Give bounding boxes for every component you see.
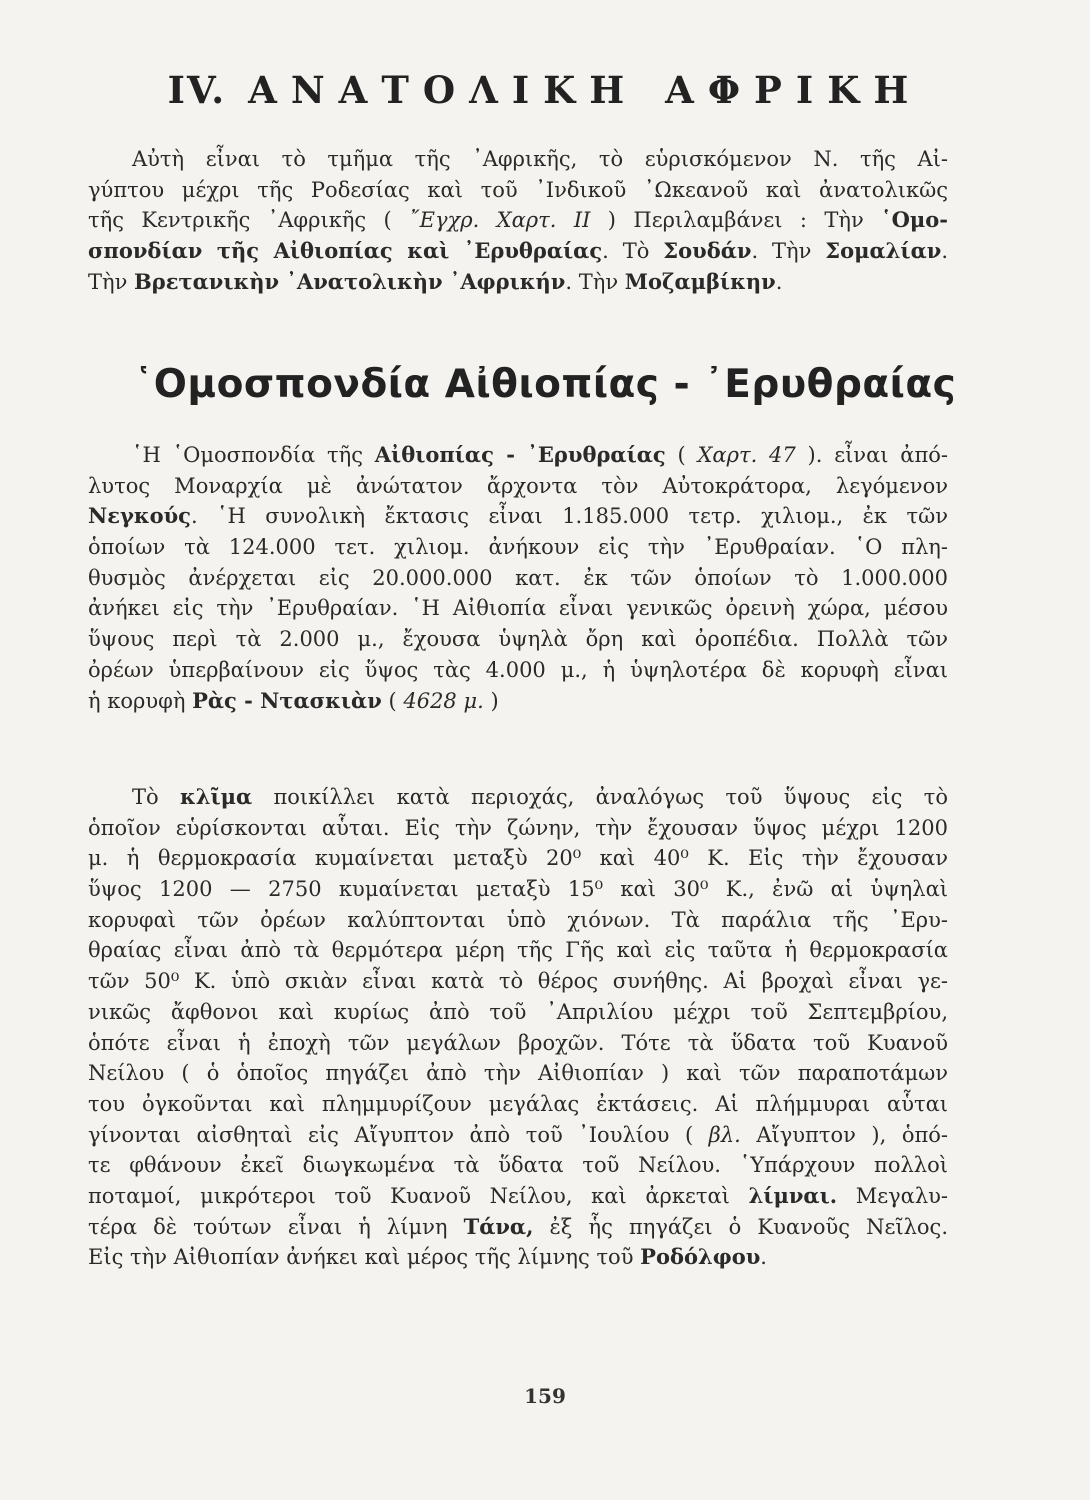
bold-term: Νεγκούς bbox=[88, 503, 191, 529]
text-line: κορυφαὶ τῶν ὀρέων καλύπτονται ὑπὸ χιόνων. Τὰ παράλια τῆς ᾿Ερυ- bbox=[88, 907, 948, 932]
page-number: 159 bbox=[524, 1384, 566, 1408]
text-line: Τὴν Βρετανικὴν ᾿Ανατολικὴν ᾿Αφρικήν. Τὴν Μοζαμβίκην. bbox=[88, 268, 783, 294]
bold-term: Μοζαμβίκην bbox=[624, 268, 776, 294]
text-line: ὁπότε εἶναι ἡ ἐποχὴ τῶν μεγάλων βροχῶν. Τότε τὰ ὕδατα τοῦ Κυανοῦ bbox=[88, 1030, 948, 1055]
bold-term: λίμναι. bbox=[748, 1182, 838, 1208]
bold-term: σπονδίαν τῆς Αἰθιοπίας καὶ ᾿Ερυθραίας bbox=[88, 238, 603, 264]
intro-paragraph bbox=[88, 144, 948, 297]
bold-term: Ροδόλφου bbox=[640, 1244, 761, 1270]
bold-term: Σουδάν bbox=[663, 238, 752, 264]
map-reference: ῎Εγχρ. Χαρτ. ΙΙ bbox=[409, 208, 591, 233]
text-line: μ. ἡ θερμοκρασία κυμαίνεται μεταξὺ 20⁰ καὶ 40⁰ Κ. Εἰς τὴν ἔχουσαν bbox=[88, 846, 948, 871]
text-line: τῶν 50⁰ Κ. ὑπὸ σκιὰν εἶναι κατὰ τὸ θέρος συνήθης. Αἱ βροχαὶ εἶναι γε- bbox=[88, 969, 948, 994]
text-line: ποταμοί, μικρότεροι τοῦ Κυανοῦ Νείλου, καὶ ἀρκεταὶ λίμναι. Μεγαλυ- bbox=[88, 1182, 948, 1208]
text-line: ἀνήκει εἰς τὴν ᾿Ερυθραίαν. ῾Η Αἰθιοπία εἶναι γενικῶς ὀρεινὴ χώρα, μέσου bbox=[88, 596, 948, 621]
chapter-name: ΑΝΑΤΟΛΙΚΗ ΑΦΡΙΚΗ bbox=[248, 68, 923, 112]
bold-term: ῾Ομο- bbox=[881, 207, 948, 233]
text-line: ὁποῖον εὑρίσκονται αὗται. Εἰς τὴν ζώνην, τὴν ἔχουσαν ὕψος μέχρι 1200 bbox=[88, 815, 948, 840]
text-line: του ὀγκοῦνται καὶ πλημμυρίζουν μεγάλας ἐκτάσεις. Αἱ πλήμμυραι αὗται bbox=[88, 1091, 948, 1116]
map-reference: Χαρτ. 47 bbox=[697, 443, 796, 467]
bold-term: κλῖμα bbox=[179, 784, 253, 809]
text-line: θραίας εἶναι ἀπὸ τὰ θερμότερα μέρη τῆς Γῆς καὶ εἰς ταῦτα ἡ θερμοκρασία bbox=[88, 938, 948, 963]
text-line: ὁποίων τὰ 124.000 τετ. χιλιομ. ἀνήκουν εἰς τὴν ᾿Ερυθραίαν. ῾Ο πλη- bbox=[88, 535, 948, 560]
text-line: τέρα δὲ τούτων εἶναι ἡ λίμνη Τάνα, ἐξ ἧς πηγάζει ὁ Κυανοῦς Νεῖλος. bbox=[88, 1213, 948, 1239]
text-line: Νεγκούς. ῾Η συνολικὴ ἔκτασις εἶναι 1.185.000 τετρ. χιλιομ., ἐκ τῶν bbox=[88, 503, 948, 529]
text-line: νικῶς ἄφθονοι καὶ κυρίως ἀπὸ τοῦ ᾿Απριλίου μέχρι τοῦ Σεπτεμβρίου, bbox=[88, 999, 948, 1024]
cross-reference: βλ. bbox=[708, 1122, 741, 1147]
text-line: ὕψος 1200 — 2750 κυμαίνεται μεταξὺ 15⁰ καὶ 30⁰ Κ., ἐνῶ αἱ ὑψηλαὶ bbox=[88, 877, 948, 902]
section-heading: ῾Ομοσπονδία Αἰθιοπίας - ᾿Ερυθραίας bbox=[133, 362, 957, 407]
bold-term: Τάνα, bbox=[463, 1213, 534, 1239]
text-line: τῆς Κεντρικῆς ᾿Αφρικῆς ( ῎Εγχρ. Χαρτ. ΙΙ ) Περιλαμβάνει : Τὴν ῾Ομο- bbox=[88, 207, 948, 233]
text-line: Αὐτὴ εἶναι τὸ τμῆμα τῆς ᾿Αφρικῆς, τὸ εὑρισκόμενον Ν. τῆς Αἰ- bbox=[132, 147, 948, 171]
text-line: τε φθάνουν ἐκεῖ διωγκωμένα τὰ ὕδατα τοῦ Νείλου. ῾Υπάρχουν πολλοὶ bbox=[88, 1153, 948, 1178]
text-line: ἡ κορυφὴ Ρὰς - Ντασκιὰν ( 4628 μ. ) bbox=[88, 687, 499, 713]
elevation-value: 4628 μ. bbox=[403, 688, 484, 713]
paragraph-ethiopia bbox=[88, 440, 948, 716]
text-line: ὀρέων ὑπερβαίνουν εἰς ὕψος τὰς 4.000 μ., ἡ ὑψηλοτέρα δὲ κορυφὴ εἶναι bbox=[88, 657, 948, 682]
text-line: Εἰς τὴν Αἰθιοπίαν ἀνήκει καὶ μέρος τῆς λίμνης τοῦ Ροδόλφου. bbox=[88, 1244, 767, 1270]
chapter-title bbox=[0, 68, 1090, 112]
text-line: λυτος Μοναρχία μὲ ἀνώτατον ἄρχοντα τὸν Αὐτοκράτορα, λεγόμενον bbox=[88, 473, 948, 498]
bold-term: Σομαλίαν bbox=[825, 238, 942, 264]
paragraph-climate bbox=[88, 782, 948, 1273]
text-line: ὕψους περὶ τὰ 2.000 μ., ἔχουσα ὑψηλὰ ὄρη καὶ ὀροπέδια. Πολλὰ τῶν bbox=[88, 627, 948, 652]
chapter-number: IV. bbox=[167, 68, 227, 112]
bold-term: Αἰθιοπίας - ᾿Ερυθραίας bbox=[374, 442, 666, 467]
text-line: Νείλου ( ὁ ὁποῖος πηγάζει ἀπὸ τὴν Αἰθιοπίαν ) καὶ τῶν παραποτάμων bbox=[88, 1061, 948, 1086]
text-line: ῾Η ῾Ομοσπονδία τῆς Αἰθιοπίας - ᾿Ερυθραίας ( Χαρτ. 47 ). εἶναι ἀπό- bbox=[132, 442, 948, 467]
bold-term: Ρὰς - Ντασκιὰν bbox=[192, 687, 382, 713]
text-line: σπονδίαν τῆς Αἰθιοπίας καὶ ᾿Ερυθραίας. Τὸ Σουδάν. Τὴν Σομαλίαν. bbox=[88, 238, 948, 264]
text-line: Τὸ κλῖμα ποικίλλει κατὰ περιοχάς, ἀναλόγως τοῦ ὕψους εἰς τὸ bbox=[132, 784, 948, 809]
bold-term: Βρετανικὴν ᾿Ανατολικὴν ᾿Αφρικήν bbox=[134, 268, 566, 294]
text-line: θυσμὸς ἀνέρχεται εἰς 20.000.000 κατ. ἐκ τῶν ὁποίων τὸ 1.000.000 bbox=[88, 565, 948, 590]
text-line: γύπτου μέχρι τῆς Ροδεσίας καὶ τοῦ ᾿Ινδικοῦ ᾿Ωκεανοῦ καὶ ἀνατολικῶς bbox=[88, 177, 948, 202]
text-line: γίνονται αἰσθηταὶ εἰς Αἴγυπτον ἀπὸ τοῦ ᾿Ιουλίου ( βλ. Αἴγυπτον ), ὁπό- bbox=[88, 1122, 948, 1147]
